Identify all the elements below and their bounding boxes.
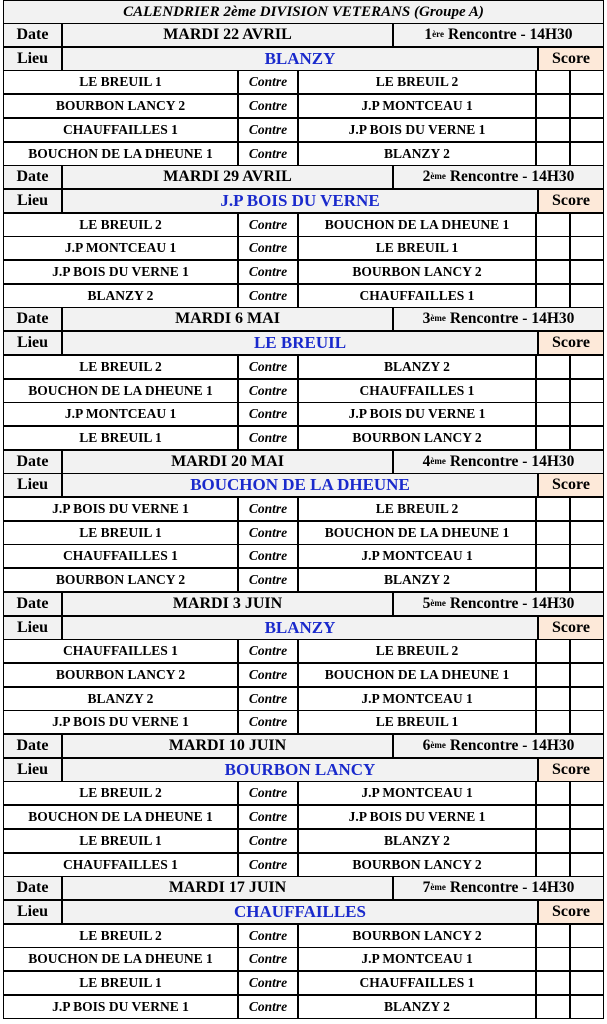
home-score-cell[interactable] [536,853,570,877]
contre-label: Contre [238,142,298,166]
venue-name: BLANZY [62,616,538,640]
away-score-cell[interactable] [570,805,604,829]
match-row [3,379,604,403]
date-row [3,307,604,331]
match-row [3,829,604,853]
contre-label: Contre [238,260,298,284]
home-score-cell[interactable] [536,805,570,829]
contre-label: Contre [238,118,298,142]
home-score-cell[interactable] [536,142,570,166]
contre-label: Contre [238,379,298,403]
match-row [3,402,604,426]
contre-label: Contre [238,70,298,94]
score-header: Score [538,473,604,497]
home-score-cell[interactable] [536,710,570,734]
away-team: LE BREUIL 2 [298,639,536,663]
home-team: LE BREUIL 1 [3,521,238,545]
away-team: LE BREUIL 1 [298,236,536,260]
contre-label: Contre [238,853,298,877]
match-row [3,142,604,166]
contre-label: Contre [238,521,298,545]
contre-label: Contre [238,995,298,1019]
rencontre-label [393,307,604,331]
score-header: Score [538,189,604,213]
home-score-cell[interactable] [536,284,570,308]
round-date: MARDI 29 AVRIL [62,165,393,189]
rencontre-time: Rencontre - 14H30 [449,310,575,328]
rencontre-label [393,450,604,474]
rencontre-label [393,592,604,616]
contre-label: Contre [238,781,298,805]
home-score-cell[interactable] [536,995,570,1019]
home-team: BOURBON LANCY 2 [3,568,238,592]
match-row [3,94,604,118]
away-team: BOUCHON DE LA DHEUNE 1 [298,213,536,237]
match-row [3,284,604,308]
home-score-cell[interactable] [536,94,570,118]
away-team: BLANZY 2 [298,142,536,166]
contre-label: Contre [238,568,298,592]
venue-row [3,900,604,924]
match-row [3,355,604,379]
round-date: MARDI 6 MAI [62,307,393,331]
match-row [3,568,604,592]
rencontre-number: 7 [422,879,431,897]
home-team: CHAUFFAILLES 1 [3,118,238,142]
home-score-cell[interactable] [536,971,570,995]
venue-name: BLANZY [62,47,538,71]
home-score-cell[interactable] [536,118,570,142]
rencontre-number: 2 [422,168,431,186]
away-team: BOUCHON DE LA DHEUNE 1 [298,663,536,687]
away-team: J.P MONTCEAU 1 [298,94,536,118]
away-score-cell[interactable] [570,379,604,403]
venue-row [3,331,604,355]
contre-label: Contre [238,663,298,687]
date-row [3,734,604,758]
home-team: LE BREUIL 1 [3,426,238,450]
home-score-cell[interactable] [536,781,570,805]
match-row [3,426,604,450]
date-row [3,450,604,474]
away-score-cell[interactable] [570,568,604,592]
lieu-label: Lieu [3,189,62,213]
home-score-cell[interactable] [536,947,570,971]
venue-row [3,758,604,782]
rencontre-number: 6 [422,737,431,754]
home-score-cell[interactable] [536,544,570,568]
rencontre-label [393,734,604,758]
contre-label: Contre [238,805,298,829]
lieu-label: Lieu [3,616,62,640]
home-team: LE BREUIL 2 [3,355,238,379]
home-team: LE BREUIL 2 [3,781,238,805]
match-row [3,853,604,877]
contre-label: Contre [238,497,298,521]
rencontre-number: 5 [422,594,431,612]
home-team: CHAUFFAILLES 1 [3,639,238,663]
match-row [3,118,604,142]
lieu-label: Lieu [3,331,62,355]
rencontre-suffix: ème [430,171,446,182]
contre-label: Contre [238,947,298,971]
home-team: J.P MONTCEAU 1 [3,236,238,260]
venue-name: BOURBON LANCY [62,758,538,782]
home-team: CHAUFFAILLES 1 [3,544,238,568]
match-row [3,639,604,663]
date-label: Date [3,450,62,474]
rencontre-suffix: ère [432,29,444,39]
home-team: LE BREUIL 1 [3,829,238,853]
away-score-cell[interactable] [570,544,604,568]
venue-row [3,616,604,640]
match-row [3,521,604,545]
rencontre-time: Rencontre - 14H30 [449,168,575,186]
away-team: LE BREUIL 2 [298,497,536,521]
date-row [3,876,604,900]
score-header: Score [538,758,604,782]
contre-label: Contre [238,284,298,308]
home-score-cell[interactable] [536,236,570,260]
rencontre-suffix: ème [430,597,446,608]
venue-name: J.P BOIS DU VERNE [62,189,538,213]
rencontre-time: Rencontre - 14H30 [449,594,575,612]
contre-label: Contre [238,94,298,118]
venue-row [3,47,604,71]
away-score-cell[interactable] [570,781,604,805]
away-score-cell[interactable] [570,687,604,711]
contre-label: Contre [238,639,298,663]
away-team: LE BREUIL 2 [298,70,536,94]
home-score-cell[interactable] [536,70,570,94]
away-score-cell[interactable] [570,213,604,237]
match-row [3,781,604,805]
match-row [3,663,604,687]
rencontre-label [393,23,604,47]
away-score-cell[interactable] [570,639,604,663]
away-score-cell[interactable] [570,94,604,118]
date-row [3,592,604,616]
lieu-label: Lieu [3,900,62,924]
away-team: BOURBON LANCY 2 [298,924,536,948]
match-row [3,687,604,711]
home-team: J.P BOIS DU VERNE 1 [3,497,238,521]
away-team: J.P MONTCEAU 1 [298,687,536,711]
home-score-cell[interactable] [536,639,570,663]
contre-label: Contre [238,687,298,711]
match-row [3,805,604,829]
away-score-cell[interactable] [570,947,604,971]
contre-label: Contre [238,829,298,853]
rencontre-number: 3 [422,310,431,328]
match-row [3,260,604,284]
round-date: MARDI 20 MAI [62,450,393,474]
rencontre-time: Rencontre - 14H30 [448,26,573,43]
away-score-cell[interactable] [570,260,604,284]
away-team: J.P BOIS DU VERNE 1 [298,805,536,829]
home-team: J.P BOIS DU VERNE 1 [3,710,238,734]
home-score-cell[interactable] [536,568,570,592]
date-row [3,165,604,189]
contre-label: Contre [238,213,298,237]
match-row [3,995,604,1019]
home-score-cell[interactable] [536,379,570,403]
lieu-label: Lieu [3,47,62,71]
home-team: BLANZY 2 [3,284,238,308]
match-row [3,710,604,734]
contre-label: Contre [238,236,298,260]
away-team: BLANZY 2 [298,829,536,853]
away-score-cell[interactable] [570,497,604,521]
home-team: LE BREUIL 1 [3,971,238,995]
date-label: Date [3,876,62,900]
away-team: BOURBON LANCY 2 [298,260,536,284]
home-score-cell[interactable] [536,355,570,379]
round-date: MARDI 10 JUIN [62,734,393,758]
match-row [3,213,604,237]
home-score-cell[interactable] [536,402,570,426]
lieu-label: Lieu [3,473,62,497]
home-score-cell[interactable] [536,829,570,853]
rencontre-time: Rencontre - 14H30 [449,879,575,897]
away-team: J.P BOIS DU VERNE 1 [298,118,536,142]
home-team: BLANZY 2 [3,687,238,711]
away-score-cell[interactable] [570,924,604,948]
venue-row [3,189,604,213]
away-team: BOURBON LANCY 2 [298,853,536,877]
away-team: BOUCHON DE LA DHEUNE 1 [298,521,536,545]
rencontre-number: 1 [424,26,433,43]
contre-label: Contre [238,710,298,734]
rencontre-suffix: ème [430,455,446,466]
rencontre-label [393,876,604,900]
date-label: Date [3,592,62,616]
home-score-cell[interactable] [536,924,570,948]
away-team: LE BREUIL 1 [298,710,536,734]
away-team: BLANZY 2 [298,355,536,379]
home-score-cell[interactable] [536,213,570,237]
match-row [3,971,604,995]
contre-label: Contre [238,924,298,948]
away-score-cell[interactable] [570,236,604,260]
date-label: Date [3,734,62,758]
away-score-cell[interactable] [570,355,604,379]
match-row [3,70,604,94]
home-score-cell[interactable] [536,260,570,284]
home-team: BOUCHON DE LA DHEUNE 1 [3,379,238,403]
match-row [3,544,604,568]
home-team: J.P BOIS DU VERNE 1 [3,995,238,1019]
date-label: Date [3,23,62,47]
contre-label: Contre [238,355,298,379]
away-score-cell[interactable] [570,142,604,166]
contre-label: Contre [238,971,298,995]
date-label: Date [3,165,62,189]
away-score-cell[interactable] [570,426,604,450]
away-score-cell[interactable] [570,521,604,545]
rencontre-number: 4 [422,452,431,470]
venue-name: BOUCHON DE LA DHEUNE [62,473,538,497]
contre-label: Contre [238,544,298,568]
score-header: Score [538,616,604,640]
away-score-cell[interactable] [570,995,604,1019]
away-score-cell[interactable] [570,829,604,853]
date-row [3,23,604,47]
away-score-cell[interactable] [570,663,604,687]
home-score-cell[interactable] [536,663,570,687]
away-team: J.P MONTCEAU 1 [298,544,536,568]
venue-row [3,473,604,497]
away-team: BLANZY 2 [298,568,536,592]
rencontre-label [393,165,604,189]
score-header: Score [538,331,604,355]
home-team: BOUCHON DE LA DHEUNE 1 [3,947,238,971]
home-team: CHAUFFAILLES 1 [3,853,238,877]
venue-name: CHAUFFAILLES [62,900,538,924]
away-team: BLANZY 2 [298,995,536,1019]
away-score-cell[interactable] [570,710,604,734]
home-team: BOURBON LANCY 2 [3,663,238,687]
away-team: CHAUFFAILLES 1 [298,971,536,995]
score-header: Score [538,900,604,924]
home-score-cell[interactable] [536,497,570,521]
date-label: Date [3,307,62,331]
rencontre-suffix: ème [430,313,446,324]
home-team: BOUCHON DE LA DHEUNE 1 [3,142,238,166]
title-row [3,0,604,24]
away-score-cell[interactable] [570,70,604,94]
home-team: LE BREUIL 2 [3,213,238,237]
away-team: J.P MONTCEAU 1 [298,947,536,971]
match-row [3,497,604,521]
away-team: CHAUFFAILLES 1 [298,379,536,403]
away-team: BOURBON LANCY 2 [298,426,536,450]
away-score-cell[interactable] [570,402,604,426]
home-score-cell[interactable] [536,521,570,545]
lieu-label: Lieu [3,758,62,782]
away-score-cell[interactable] [570,118,604,142]
match-row [3,947,604,971]
contre-label: Contre [238,402,298,426]
home-team: LE BREUIL 1 [3,70,238,94]
home-team: BOURBON LANCY 2 [3,94,238,118]
away-team: J.P BOIS DU VERNE 1 [298,402,536,426]
round-date: MARDI 3 JUIN [62,592,393,616]
away-score-cell[interactable] [570,971,604,995]
match-row [3,924,604,948]
home-team: LE BREUIL 2 [3,924,238,948]
rencontre-time: Rencontre - 14H30 [449,737,575,754]
calendar-title: CALENDRIER 2ème DIVISION VETERANS (Groupe A) [3,0,604,24]
round-date: MARDI 17 JUIN [62,876,393,900]
home-team: J.P MONTCEAU 1 [3,402,238,426]
home-score-cell[interactable] [536,687,570,711]
score-header: Score [538,47,604,71]
away-team: CHAUFFAILLES 1 [298,284,536,308]
home-team: BOUCHON DE LA DHEUNE 1 [3,805,238,829]
home-team: J.P BOIS DU VERNE 1 [3,260,238,284]
contre-label: Contre [238,426,298,450]
venue-name: LE BREUIL [62,331,538,355]
rencontre-time: Rencontre - 14H30 [449,452,575,470]
round-date: MARDI 22 AVRIL [62,23,393,47]
away-team: J.P MONTCEAU 1 [298,781,536,805]
rencontre-suffix: ème [430,740,446,750]
away-score-cell[interactable] [570,284,604,308]
rencontre-suffix: ème [430,882,446,893]
match-row [3,236,604,260]
home-score-cell[interactable] [536,426,570,450]
away-score-cell[interactable] [570,853,604,877]
